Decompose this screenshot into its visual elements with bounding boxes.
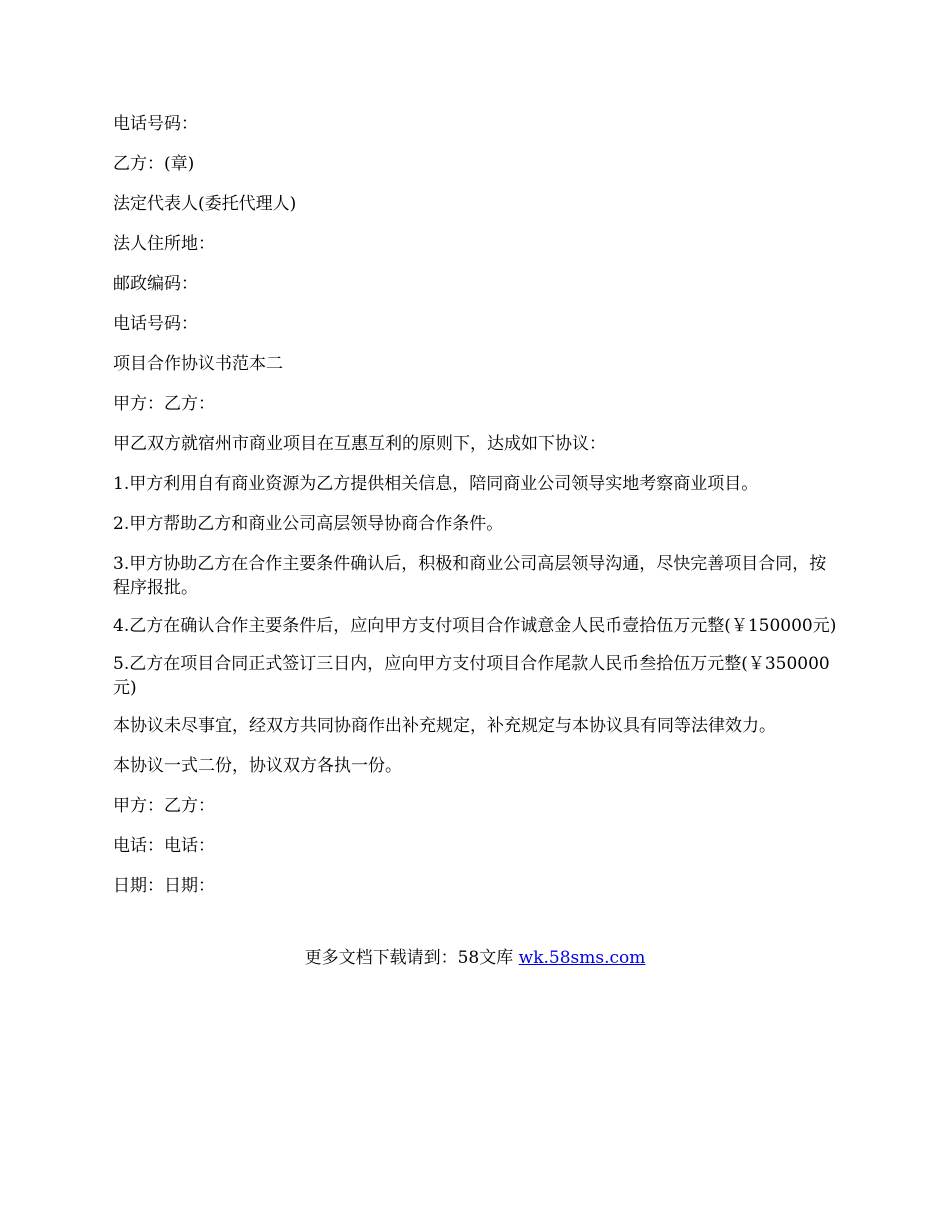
website-link[interactable]: wk.58sms.com [518, 948, 646, 968]
download-footer [0, 946, 950, 970]
phone-number-line: 电话号码： [113, 114, 198, 134]
signature-date-line: 日期：日期： [113, 876, 215, 896]
postal-code-line: 邮政编码： [113, 274, 198, 294]
signature-parties-line: 甲方：乙方： [113, 796, 215, 816]
copies-clause: 本协议一式二份，协议双方各执一份。 [113, 756, 402, 776]
clause-3: 3.甲方协助乙方在合作主要条件确认后，积极和商业公司高层领导沟通，尽快完善项目合同，按程序报批。 [113, 554, 827, 598]
supplementary-clause: 本协议未尽事宜，经双方共同协商作出补充规定，补充规定与本协议具有同等法律效力。 [113, 716, 776, 736]
document-body [113, 112, 838, 914]
agreement-intro: 甲乙双方就宿州市商业项目在互惠互利的原则下，达成如下协议： [113, 434, 606, 454]
clause-4: 4.乙方在确认合作主要条件后，应向甲方支付项目合作诚意金人民币壹拾伍万元整(￥150000元) [113, 616, 837, 636]
clause-2: 2.甲方帮助乙方和商业公司高层领导协商合作条件。 [113, 514, 504, 534]
clause-5: 5.乙方在项目合同正式签订三日内，应向甲方支付项目合作尾款人民币叁拾伍万元整(￥350000元) [113, 654, 830, 698]
parties-line: 甲方：乙方： [113, 394, 215, 414]
signature-phone-line: 电话：电话： [113, 836, 215, 856]
clause-1: 1.甲方利用自有商业资源为乙方提供相关信息，陪同商业公司领导实地考察商业项目。 [113, 474, 759, 494]
legal-address-line: 法人住所地： [113, 234, 215, 254]
phone-number-line-2: 电话号码： [113, 314, 198, 334]
party-b-seal-line: 乙方：(章) [113, 154, 195, 174]
footer-text: 更多文档下载请到：58文库 [304, 948, 519, 968]
document-heading: 项目合作协议书范本二 [113, 354, 283, 374]
legal-representative-line: 法定代表人(委托代理人) [113, 194, 297, 214]
